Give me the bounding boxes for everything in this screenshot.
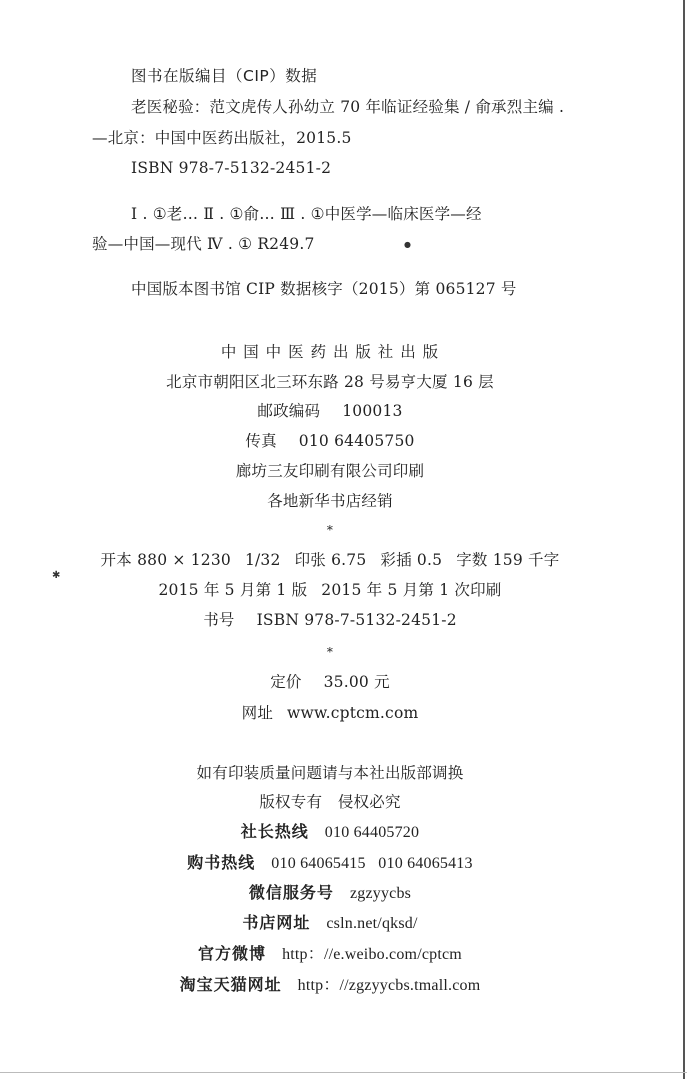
contact-label: 淘宝天猫网址	[179, 975, 282, 994]
printing: 2015 年 5 月第 1 次印刷	[321, 581, 502, 599]
spec-format: 开本 880 × 1230	[100, 551, 231, 569]
cip-classification-line2: 验—中国—现代 Ⅳ . ① R249.7	[92, 235, 315, 253]
spec-inserts: 彩插 0.5	[380, 551, 443, 569]
contact-bookstore-url	[0, 913, 660, 934]
contact-label: 微信服务号	[248, 883, 334, 902]
contact-label: 书店网址	[242, 913, 311, 932]
contact-value: 010 64405720	[324, 824, 420, 841]
contact-label: 购书热线	[187, 853, 256, 872]
cip-publisher-line: —北京：中国中医药出版社，2015.5	[92, 129, 352, 147]
website	[0, 703, 660, 723]
scan-speck: ✱	[52, 570, 61, 581]
website-url[interactable]: www.cptcm.com	[287, 704, 419, 722]
publisher-postal	[0, 401, 660, 421]
book-specs	[0, 550, 660, 570]
contact-value: zgzyycbs	[349, 885, 412, 902]
separator-star: *	[326, 523, 334, 537]
price-value: 35.00 元	[323, 673, 390, 691]
contact-president-hotline	[0, 822, 660, 843]
contact-value[interactable]: http：//e.weibo.com/cptcm	[282, 946, 462, 963]
contact-label: 官方微博	[198, 944, 267, 963]
publisher-name: 中 国 中 医 药 出 版 社 出 版	[220, 343, 440, 361]
publisher-address: 北京市朝阳区北三环东路 28 号易亨大厦 16 层	[166, 373, 494, 391]
cip-verification: 中国版本图书馆 CIP 数据核字（2015）第 065127 号	[131, 280, 517, 298]
postal-label: 邮政编码	[257, 402, 321, 420]
cip-classification-line1: Ⅰ . ①老… Ⅱ . ①俞… Ⅲ . ①中医学—临床医学—经	[131, 205, 482, 223]
publisher-fax	[0, 431, 660, 451]
contact-value: 010 64065415 010 64065413	[271, 855, 473, 872]
postal-code: 100013	[342, 402, 403, 420]
contact-purchase-hotline	[0, 853, 660, 874]
book-number	[0, 610, 660, 630]
cip-book-line: 老医秘验：范文虎传人孙幼立 70 年临证经验集 / 俞承烈主编 .	[131, 98, 565, 116]
cip-isbn: ISBN 978-7-5132-2451-2	[131, 159, 332, 177]
copyright-notice: 版权专有 侵权必究	[259, 793, 401, 811]
cip-title: 图书在版编目（CIP）数据	[131, 67, 318, 85]
contact-wechat	[0, 883, 660, 904]
book-number-label: 书号	[203, 611, 235, 629]
contact-weibo	[0, 944, 660, 965]
distributor: 各地新华书店经销	[267, 492, 393, 510]
page-edge-right	[683, 0, 685, 1079]
contact-tmall	[0, 975, 660, 996]
fax-label: 传真	[245, 432, 277, 450]
contact-label: 社长热线	[240, 822, 309, 841]
fax-number: 010 64405750	[298, 432, 415, 450]
spec-words: 字数 159 千字	[456, 551, 560, 569]
edition: 2015 年 5 月第 1 版	[158, 581, 308, 599]
price-label: 定价	[270, 673, 302, 691]
website-label: 网址	[241, 704, 274, 722]
contact-value[interactable]: http：//zgzyycbs.tmall.com	[297, 977, 481, 994]
price	[0, 672, 660, 692]
contact-value[interactable]: csln.net/qksd/	[326, 915, 418, 932]
scan-speck: ●	[404, 240, 411, 249]
printer: 廊坊三友印刷有限公司印刷	[235, 462, 425, 480]
separator-star-2: *	[326, 645, 334, 659]
book-number-value: ISBN 978-7-5132-2451-2	[256, 611, 457, 629]
page-edge-bottom	[0, 1072, 687, 1073]
spec-fraction: 1/32	[244, 551, 281, 569]
spec-sheets: 印张 6.75	[294, 551, 367, 569]
quality-notice: 如有印装质量问题请与本社出版部调换	[196, 764, 464, 782]
edition-info	[0, 580, 660, 600]
